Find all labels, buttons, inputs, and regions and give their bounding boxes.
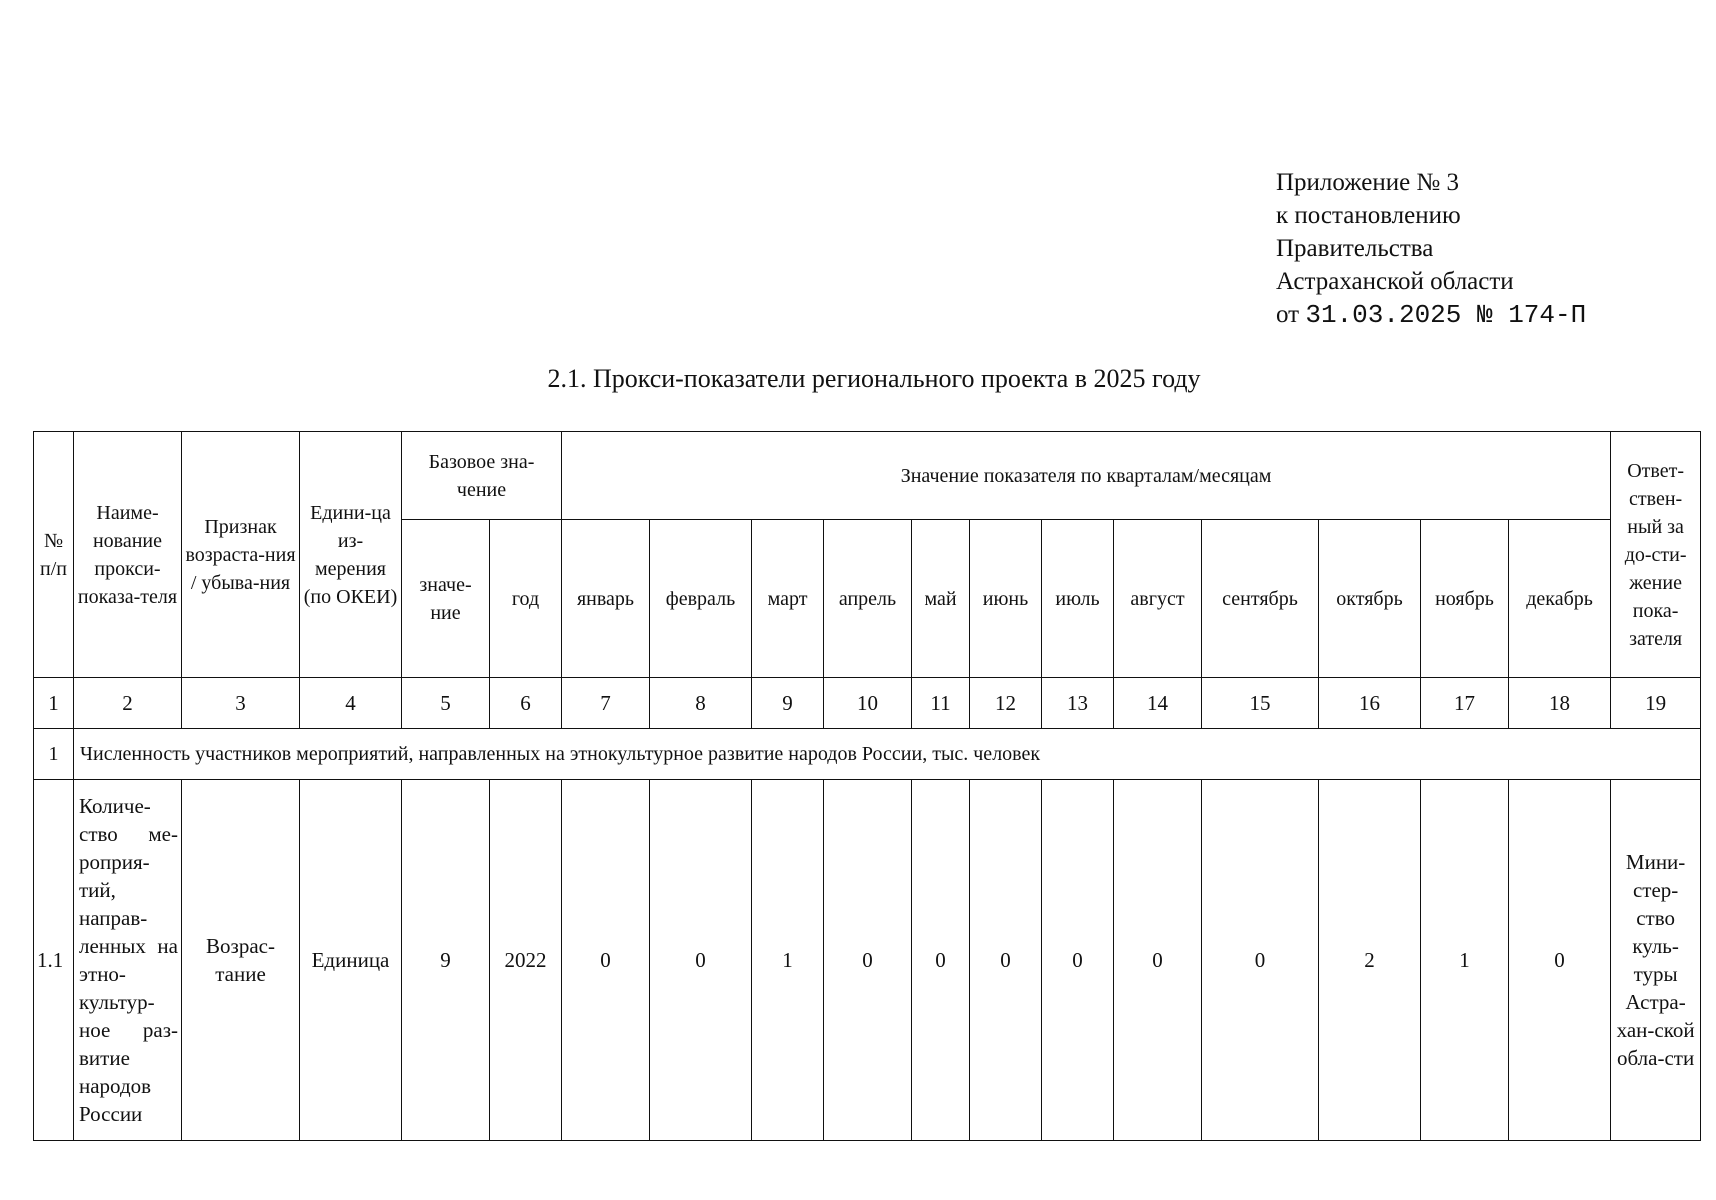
row-unit: Единица [300, 780, 402, 1141]
header-month: декабрь [1509, 520, 1611, 678]
column-number: 8 [650, 678, 752, 729]
row-indicator-name: Количе-ство ме-роприя-тий, направ-ленных на этно-культур-ное раз-витие народов России [74, 780, 182, 1141]
header-month: ноябрь [1421, 520, 1509, 678]
column-number: 11 [912, 678, 970, 729]
row-month-value: 0 [912, 780, 970, 1141]
column-numbers-row [34, 678, 1701, 729]
column-number: 12 [970, 678, 1042, 729]
header-base-year: год [490, 520, 562, 678]
row-month-value: 1 [1421, 780, 1509, 1141]
column-number: 7 [562, 678, 650, 729]
column-number: 15 [1202, 678, 1319, 729]
column-number: 17 [1421, 678, 1509, 729]
header-month: август [1114, 520, 1202, 678]
column-number: 18 [1509, 678, 1611, 729]
column-number: 9 [752, 678, 824, 729]
header-num: № п/п [34, 432, 74, 678]
appendix-line-1: Приложение № 3 [1276, 169, 1460, 196]
row-base-value: 9 [402, 780, 490, 1141]
row-month-value: 2 [1319, 780, 1421, 1141]
row-month-value: 1 [752, 780, 824, 1141]
document-title: 2.1. Прокси-показатели регионального проекта в 2025 году [547, 364, 1201, 393]
column-number: 4 [300, 678, 402, 729]
appendix-date-number: 31.03.2025 № 174-П [1305, 300, 1587, 330]
row-sign: Возрас-тание [182, 780, 300, 1141]
header-month: апрель [824, 520, 912, 678]
header-month: октябрь [1319, 520, 1421, 678]
header-base: Базовое зна-чение [402, 432, 562, 520]
header-unit: Едини-ца из-мерения (по ОКЕИ) [300, 432, 402, 678]
header-responsible: Ответ-ствен-ный за до-сти-жение пока-зателя [1611, 432, 1701, 678]
appendix-line-5 [1276, 298, 1696, 332]
section-num: 1 [34, 729, 74, 780]
row-base-year: 2022 [490, 780, 562, 1141]
header-month: май [912, 520, 970, 678]
column-number: 3 [182, 678, 300, 729]
row-month-value: 0 [1509, 780, 1611, 1141]
row-num: 1.1 [34, 780, 74, 1141]
header-month: март [752, 520, 824, 678]
row-month-value: 0 [1202, 780, 1319, 1141]
header-month: июль [1042, 520, 1114, 678]
row-responsible: Мини-стер-ство куль-туры Астра-хан-ской обла-сти [1611, 780, 1701, 1141]
column-number: 19 [1611, 678, 1701, 729]
column-number: 2 [74, 678, 182, 729]
proxy-indicators-table [33, 431, 1701, 1141]
column-number: 5 [402, 678, 490, 729]
header-period: Значение показателя по кварталам/месяцам [562, 432, 1611, 520]
row-month-value: 0 [824, 780, 912, 1141]
row-month-value: 0 [1042, 780, 1114, 1141]
column-number: 10 [824, 678, 912, 729]
header-month: февраль [650, 520, 752, 678]
column-number: 14 [1114, 678, 1202, 729]
appendix-line-2: к постановлению [1276, 202, 1461, 229]
row-month-value: 0 [562, 780, 650, 1141]
row-month-value: 0 [650, 780, 752, 1141]
header-month: сентябрь [1202, 520, 1319, 678]
row-month-value: 0 [1114, 780, 1202, 1141]
row-month-value: 0 [970, 780, 1042, 1141]
column-number: 1 [34, 678, 74, 729]
header-name: Наиме-нование прокси-показа-теля [74, 432, 182, 678]
header-sign: Признак возраста-ния / убыва-ния [182, 432, 300, 678]
appendix-line-4: Астраханской области [1276, 268, 1514, 295]
column-number: 13 [1042, 678, 1114, 729]
section-row [34, 729, 1701, 780]
table-row [34, 780, 1701, 1141]
appendix-line-3: Правительства [1276, 235, 1434, 262]
section-title: Численность участников мероприятий, направленных на этнокультурное развитие народов России, тыс. человек [74, 729, 1701, 780]
appendix-date-prefix: от [1276, 301, 1300, 328]
column-number: 16 [1319, 678, 1421, 729]
column-number: 6 [490, 678, 562, 729]
header-month: июнь [970, 520, 1042, 678]
appendix-block [1276, 166, 1696, 332]
header-base-value: значе-ние [402, 520, 490, 678]
header-month: январь [562, 520, 650, 678]
